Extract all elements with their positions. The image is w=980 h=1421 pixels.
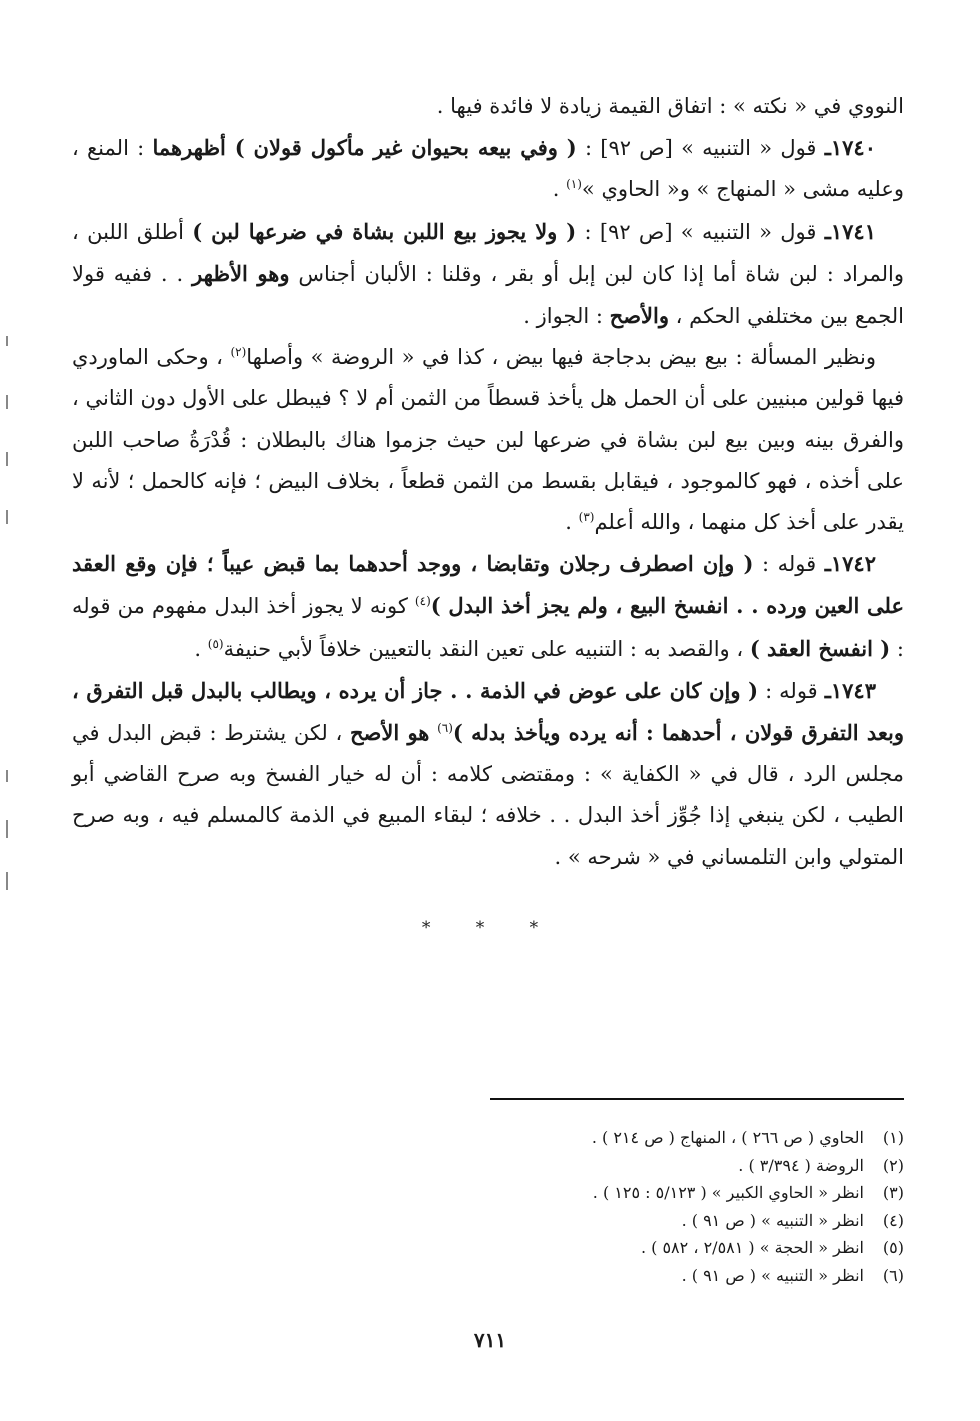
footnote-text: انظر « التنبيه » ( ص ٩١ ) . [681, 1210, 864, 1230]
text-run: : المنع ، وعليه مشى « المنهاج » و« الحاوي » [72, 136, 904, 202]
footnote-number: (٥) [882, 1238, 904, 1257]
bold-text: والأصح [609, 303, 669, 329]
footnote-number: (٢) [882, 1155, 904, 1175]
bold-text: هو الأصح [349, 720, 430, 746]
margin-mark [6, 872, 8, 890]
footnotes [440, 1124, 904, 1289]
bold-text: ( انفسخ العقد ) [749, 635, 891, 661]
margin-mark [6, 770, 8, 782]
text-run [429, 721, 437, 745]
text-run: قول « التنبيه » [ص ٩٢] : [576, 219, 825, 244]
text-run: النووي في « نكته » : اتفاق القيمة زيادة لا فائدة فيها . [436, 94, 904, 118]
footnote-item [440, 1262, 904, 1290]
bold-text: وهو الأظهر [192, 260, 290, 286]
bold-text: ١٧٤٢ـ [824, 551, 876, 577]
text-run: كونه لا يجوز أخذ البدل مفهوم من قوله : [72, 594, 904, 661]
bold-text: ١٧٤١ـ [824, 218, 876, 244]
footnote-ref: (٤) [414, 594, 431, 609]
text-run: : الجواز . [523, 304, 610, 329]
text-run: . . ففيه قولا الجمع بين مختلفي الحكم ، [72, 261, 904, 329]
footnote-ref: (٢) [230, 345, 247, 360]
footnote-item [440, 1179, 904, 1207]
text-run: ، لكن يشترط : قبض البدل في مجلس الرد ، قال في « الكفاية » : ومقتضى كلامه : أن له خيار الفسخ وبه صرح القاضي أبو الطيب ، لكن ينبغي إذا جُوِّز أخذ البدل . . خلافه ؛ لبقاء المبيع في الذمة كالمسلم فيه ، وبه صرح المتولي وابن التلمساني في « شرحه » . [72, 721, 904, 869]
text-run: أطلق اللبن ، والمراد : لبن شاة أما إذا كان لبن إبل أو بقر ، وقلنا : الألبان أجناس [72, 219, 904, 286]
margin-mark [6, 336, 8, 346]
footnote-ref: (٥) [207, 636, 224, 651]
main-text [72, 86, 904, 878]
footnote-ref: (٦) [437, 721, 453, 736]
bold-text: ( وإن اصطرف رجلان وتقابضا ، ووجد أحدهما بما قبض عيباً ؛ فإن وقع العقد على العين ورده . . انفسخ البيع ، ولم يجز أخذ البدل ) [72, 551, 904, 619]
footnote-text: الروضة ( ٣/٣٩٤ ) . [738, 1155, 864, 1175]
footnote-divider [490, 1098, 904, 1100]
bold-text: ١٧٤٣ـ [824, 677, 876, 703]
text-run: قوله : [758, 678, 825, 703]
text-run: . [565, 510, 579, 535]
paragraph [72, 337, 904, 543]
margin-mark [6, 510, 8, 524]
paragraph [72, 127, 904, 210]
footnote-number: (٣) [882, 1183, 904, 1202]
bold-text: ( وفي بيعه بحيوان غير مأكول قولان ) أظهرهما [152, 135, 577, 161]
page-number: ٧١١ [473, 1328, 507, 1352]
footnote-item [440, 1124, 904, 1152]
margin-mark [6, 395, 8, 409]
text-run: قول « التنبيه » [ص ٩٢] : [576, 136, 825, 161]
margin-mark [6, 820, 8, 838]
footnote-text: انظر « الحاوي الكبير » ( ٥/١٢٣ : ١٢٥ ) . [592, 1183, 864, 1202]
footnote-item [440, 1234, 904, 1262]
paragraph [72, 211, 904, 338]
bold-text: ( ولا يجوز بيع اللبن بشاة في ضرعها لبن ) [192, 218, 577, 244]
text-run: ونظير المسألة : بيع بيض بدجاجة فيها بيض ، كذا في « الروضة » وأصلها [246, 345, 876, 370]
text-run: . [194, 636, 208, 661]
footnote-text: انظر « التنبيه » ( ص ٩١ ) . [681, 1265, 864, 1285]
margin-mark [6, 452, 8, 466]
footnote-number: (٦) [882, 1265, 904, 1285]
bold-text: ( وإن كان على عوض في الذمة . . جاز أن يرده ، ويطالب بالبدل قبل التفرق ، وبعد التفرق قولان ، أحدهما : أنه يرده ويأخذ بدله ) [72, 677, 904, 746]
footnote-ref: (٣) [578, 510, 595, 525]
footnote-item [440, 1152, 904, 1180]
paragraph [72, 543, 904, 670]
footnote-number: (٤) [882, 1210, 904, 1230]
text-run: ، والقصد به : التنبيه على تعين النقد بالتعيين خلافاً لأبي حنيفة [223, 636, 750, 661]
footnote-text: الحاوي ( ص ٢٦٦ ) ، المنهاج ( ص ٢١٤ ) . [591, 1128, 864, 1147]
paragraph [72, 86, 904, 127]
footnote-number: (١) [882, 1128, 904, 1147]
footnote-ref: (١) [566, 177, 582, 192]
section-separator: * * * [421, 918, 559, 938]
bold-text: ١٧٤٠ـ [824, 135, 876, 161]
footnote-item [440, 1207, 904, 1235]
footnote-text: انظر « الحجة » ( ٢/٥٨١ ، ٥٨٢ ) . [640, 1238, 864, 1257]
text-run: قوله : [753, 552, 825, 577]
text-run: . [552, 177, 567, 202]
paragraph [72, 670, 904, 878]
text-run: ، وحكى الماوردي فيها قولين مبنيين على أن الحمل هل يأخذ قسطاً من الثمن أم لا ؟ فيبطل على الأول دون الثاني ، والفرق بينه وبين بيع لبن بشاة في ضرعها لبن حيث جزموا هناك بالبطلان : قُدْرَةُ صاحب اللبن على أخذه ، فهو كالموجود ، فيقابل بقسط من الثمن قطعاً ، بخلاف البيض ؛ فإنه كالحمل ؛ لأنه لا يقدر على أخذ كل منهما ، والله أعلم [72, 345, 904, 535]
